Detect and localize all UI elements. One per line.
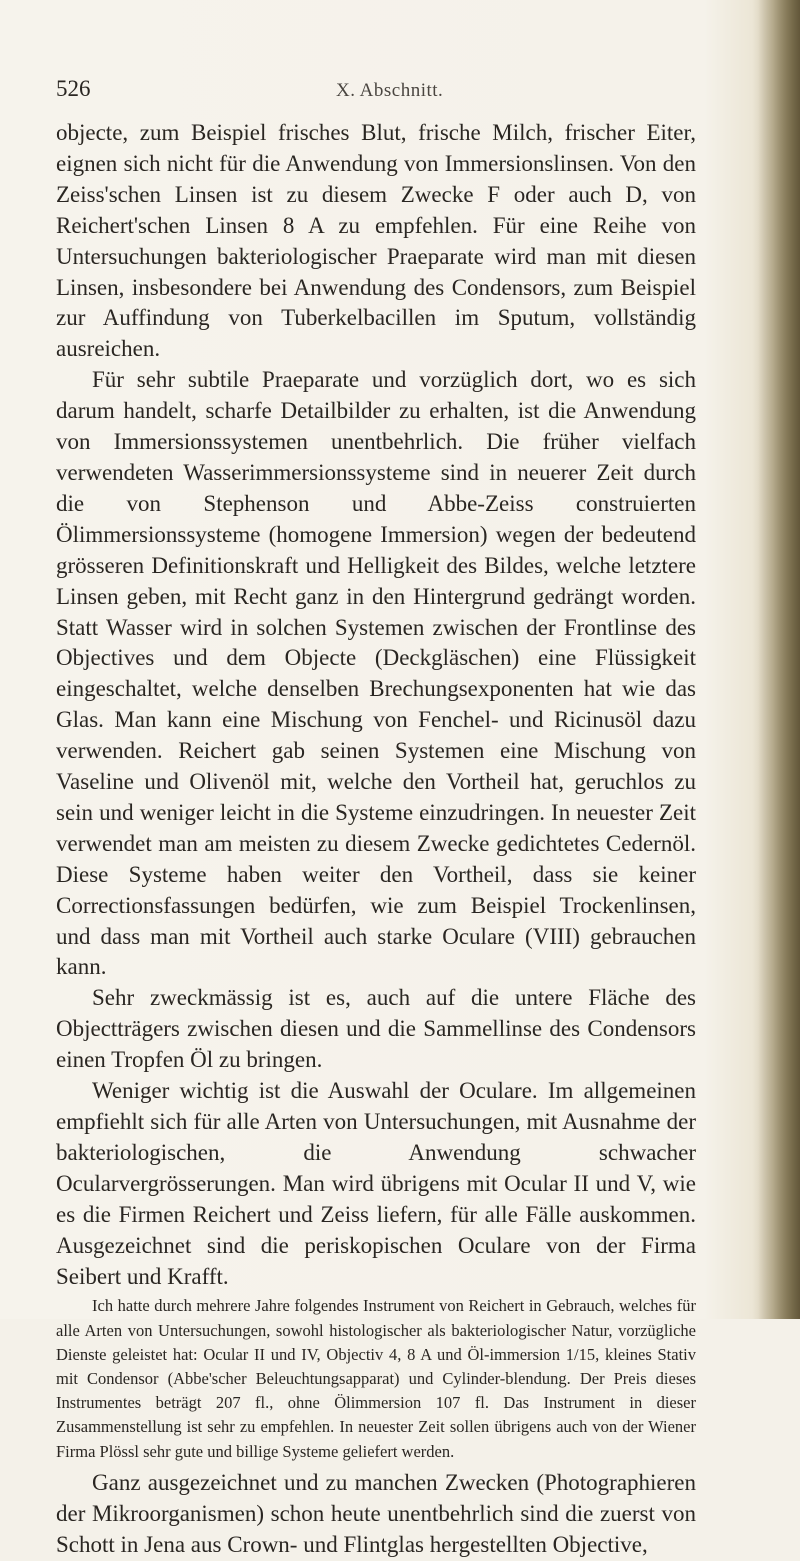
page-edge-shadow xyxy=(758,0,800,1319)
running-title: X. Abschnitt. xyxy=(336,80,444,101)
paragraph-objecttraeger: Sehr zweckmässig ist es, auch auf die untere Fläche des Objectträgers zwischen diesen und die Sammellinse des Condensors einen Tropfen Öl zu bringen. xyxy=(56,985,696,1073)
body-text xyxy=(56,118,696,1561)
paragraph-schott-objective: Ganz ausgezeichnet und zu manchen Zwecken (Photographieren der Mikroorganismen) schon heute unentbehrlich sind die zuerst von Schott in Jena aus Crown- und Flintglas hergestellten Objective, xyxy=(56,1469,696,1557)
paragraph-immersion-systems: Für sehr subtile Praeparate und vorzüglich dort, wo es sich darum handelt, scharfe Detailbilder zu erhalten, ist die Anwendung von Immersionssystemen unentbehrlich. Die früher vielfach verwendeten Wasserimmersionssysteme sind in neuerer Zeit durch die von Stephenson und Abbe-Zeiss construierten Ölimmersionssysteme (homogene Immersion) wegen der bedeutend grösseren Definitionskraft und Helligkeit des Bildes, welche letztere Linsen geben, mit Recht ganz in den Hintergrund gedrängt worden. Statt Wasser wird in solchen Systemen zwischen der Frontlinse des Objectives und dem Objecte (Deckgläschen) eine Flüssigkeit eingeschaltet, welche denselben Brechungsexponenten hat wie das Glas. Man kann eine Mischung von Fenchel- und Ricinusöl dazu verwenden. Reichert gab seinen Systemen eine Mischung von Vaseline und Olivenöl mit, welche den Vortheil hat, geruchlos zu sein und weniger leicht in die Systeme einzudringen. In neuester Zeit verwendet man am meisten zu diesem Zwecke gedichtetes Cedernöl. Diese Systeme haben weiter den Vortheil, dass sie keiner Correctionsfassungen bedürfen, wie zum Beispiel Trockenlinsen, und dass man mit Vortheil auch starke Oculare (VIII) gebrauchen kann. xyxy=(56,367,696,980)
paragraph-oculare: Weniger wichtig ist die Auswahl der Oculare. Im allgemeinen empfiehlt sich für alle Arten von Untersuchungen, mit Ausnahme der bakteriologischen, die Anwendung schwacher Ocularvergrösserungen. Man wird übrigens mit Ocular II und V, wie es die Firmen Reichert und Zeiss liefern, für alle Fälle auskommen. Ausgezeichnet sind die periskopischen Oculare von der Firma Seibert und Krafft. xyxy=(56,1078,696,1289)
page-header xyxy=(56,76,696,106)
page-number: 526 xyxy=(56,76,91,101)
paragraph-instrument-note: Ich hatte durch mehrere Jahre folgendes Instrument von Reichert in Gebrauch, welches für alle Arten von Untersuchungen, sowohl histologischer als bakteriologischer Natur, vorzügliche Dienste geleistet hat: Ocular II und IV, Objectiv 4, 8 A und Öl-immersion 1/15, kleines Stativ mit Condensor (Abbe'scher Beleuchtungsapparat) und Cylinder-blendung. Der Preis dieses Instrumentes beträgt 207 fl., ohne Ölimmersion 107 fl. Das Instrument in dieser Zusammenstellung ist sehr zu empfehlen. In neuester Zeit sollen übrigens auch von der Wiener Firma Plössl sehr gute und billige Systeme geliefert werden. xyxy=(56,1296,696,1461)
paragraph-immersion-intro: objecte, zum Beispiel frisches Blut, frische Milch, frischer Eiter, eignen sich nicht für die Anwendung von Immersionslinsen. Von den Zeiss'schen Linsen ist zu diesem Zwecke F oder auch D, von Reichert'schen Linsen 8 A zu empfehlen. Für eine Reihe von Untersuchungen bakteriologischer Praeparate wird man mit diesen Linsen, insbesondere bei Anwendung des Condensors, zum Beispiel zur Auffindung von Tuberkelbacillen im Sputum, vollständig ausreichen. xyxy=(56,120,696,362)
